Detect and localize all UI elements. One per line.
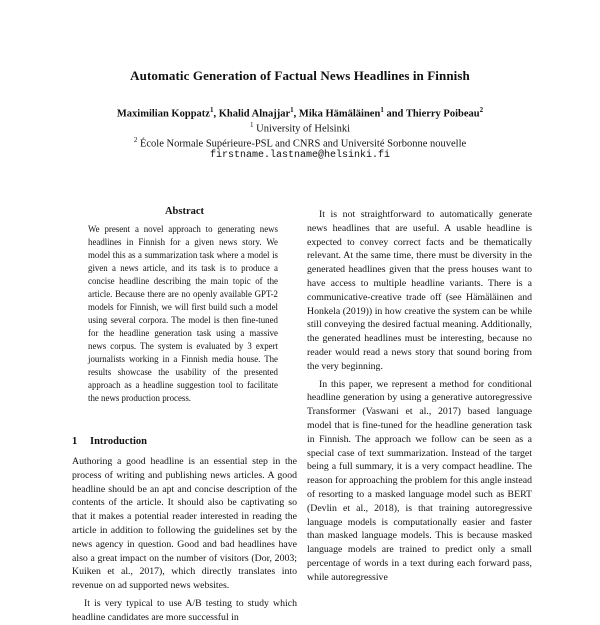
section-number: 1 xyxy=(72,436,78,447)
affiliation-text: University of Helsinki xyxy=(256,123,351,135)
author-separator: , xyxy=(213,108,219,120)
author-name: Thierry Poibeau xyxy=(405,108,480,120)
abstract-heading: Abstract xyxy=(164,206,205,217)
section-title: Introduction xyxy=(90,436,147,447)
author-separator: and xyxy=(383,108,406,120)
author-name: Mika Hämäläinen xyxy=(298,108,381,120)
affiliation-text: École Normale Supérieure-PSL and CNRS and Université Sorbonne nouvelle xyxy=(139,138,467,150)
right-column-text xyxy=(307,208,532,585)
author-affiliation-mark: 2 xyxy=(479,106,484,114)
author-email: firstname.lastname@helsinki.fi xyxy=(209,150,391,161)
affiliation-number: 2 xyxy=(133,136,138,144)
left-column-text xyxy=(72,455,297,625)
abstract-body: We present a novel approach to generating news headlines in Finnish for a given news story. We model this as a summarization task where a model is given a news article, and its task is to produce a concise headline describing the main topic of the article. Because there are no openly available GPT-2 models for Finnish, we will first build such a model using several corpora. The model is then fine-tuned for the headline generation task using a massive news corpus. The system is evaluated by 3 expert journalists working in a Finnish media house. The results showcase the usability of the presented approach as a headline suggestion tool to facilitate the news production process. xyxy=(88,224,278,403)
author-separator: , xyxy=(293,108,299,120)
paragraph: Authoring a good headline is an essential step in the process of writing and publishing news articles. A good headline should be an apt and concise description of the contents of the article. It should also be captivating so that it makes a potential reader interested in reading the article in addition to following the guidelines set by the news agency in question. Good and bad headlines have also a great impact on the number of visitors (Dor, 2003; Kuiken et al., 2017), which directly translates into revenue on ad supported news websites. xyxy=(72,456,297,592)
author-affiliation-mark: 1 xyxy=(209,106,214,114)
author-name: Khalid Alnajjar xyxy=(218,108,291,120)
paper-title: Automatic Generation of Factual News Headlines in Finnish xyxy=(130,68,470,83)
author-name: Maximilian Koppatz xyxy=(116,108,210,120)
affiliation-1 xyxy=(0,121,600,135)
author-affiliation-mark: 1 xyxy=(380,106,384,114)
affiliation-number: 1 xyxy=(249,121,254,129)
paragraph: It is very typical to use A/B testing to study which headline candidates are more successful in xyxy=(72,597,297,623)
author-affiliation-mark: 1 xyxy=(290,106,294,114)
section-heading-introduction xyxy=(72,436,147,447)
paragraph: In this paper, we represent a method for conditional headline generation by using a generative autoregressive Transformer (Vaswani et al., 2017) based language model that is fine-tuned for the headline generation task in Finnish. The approach we follow can be seen as a special case of text summarization. Instead of the target being a full summary, it is a very compact headline. The reason for approaching the problem for this angle instead of resorting to a masked language model such as BERT (Devlin et al., 2018), is that training autoregressive language models is computationally easier and faster than masked language models. This is because masked language models are trained to predict only a small percentage of words in a text during each forward pass, while autoregressive xyxy=(307,378,532,583)
author-list xyxy=(0,106,600,120)
paragraph: It is not straightforward to automatically generate news headlines that are useful. A usable headline is expected to convey correct facts and be thematically relevant. At the same time, there must be diversity in the generated headlines given that the press houses want to have access to multiple headline variants. There is a communicative-creative trade off (see Hämäläinen and Honkela (2019)) in how creative the system can be while still conveying the desired factual meaning. Additionally, the generated headlines must be interesting, because no reader would read a news story that sound boring from the very beginning. xyxy=(307,209,532,372)
affiliation-2 xyxy=(0,136,600,150)
